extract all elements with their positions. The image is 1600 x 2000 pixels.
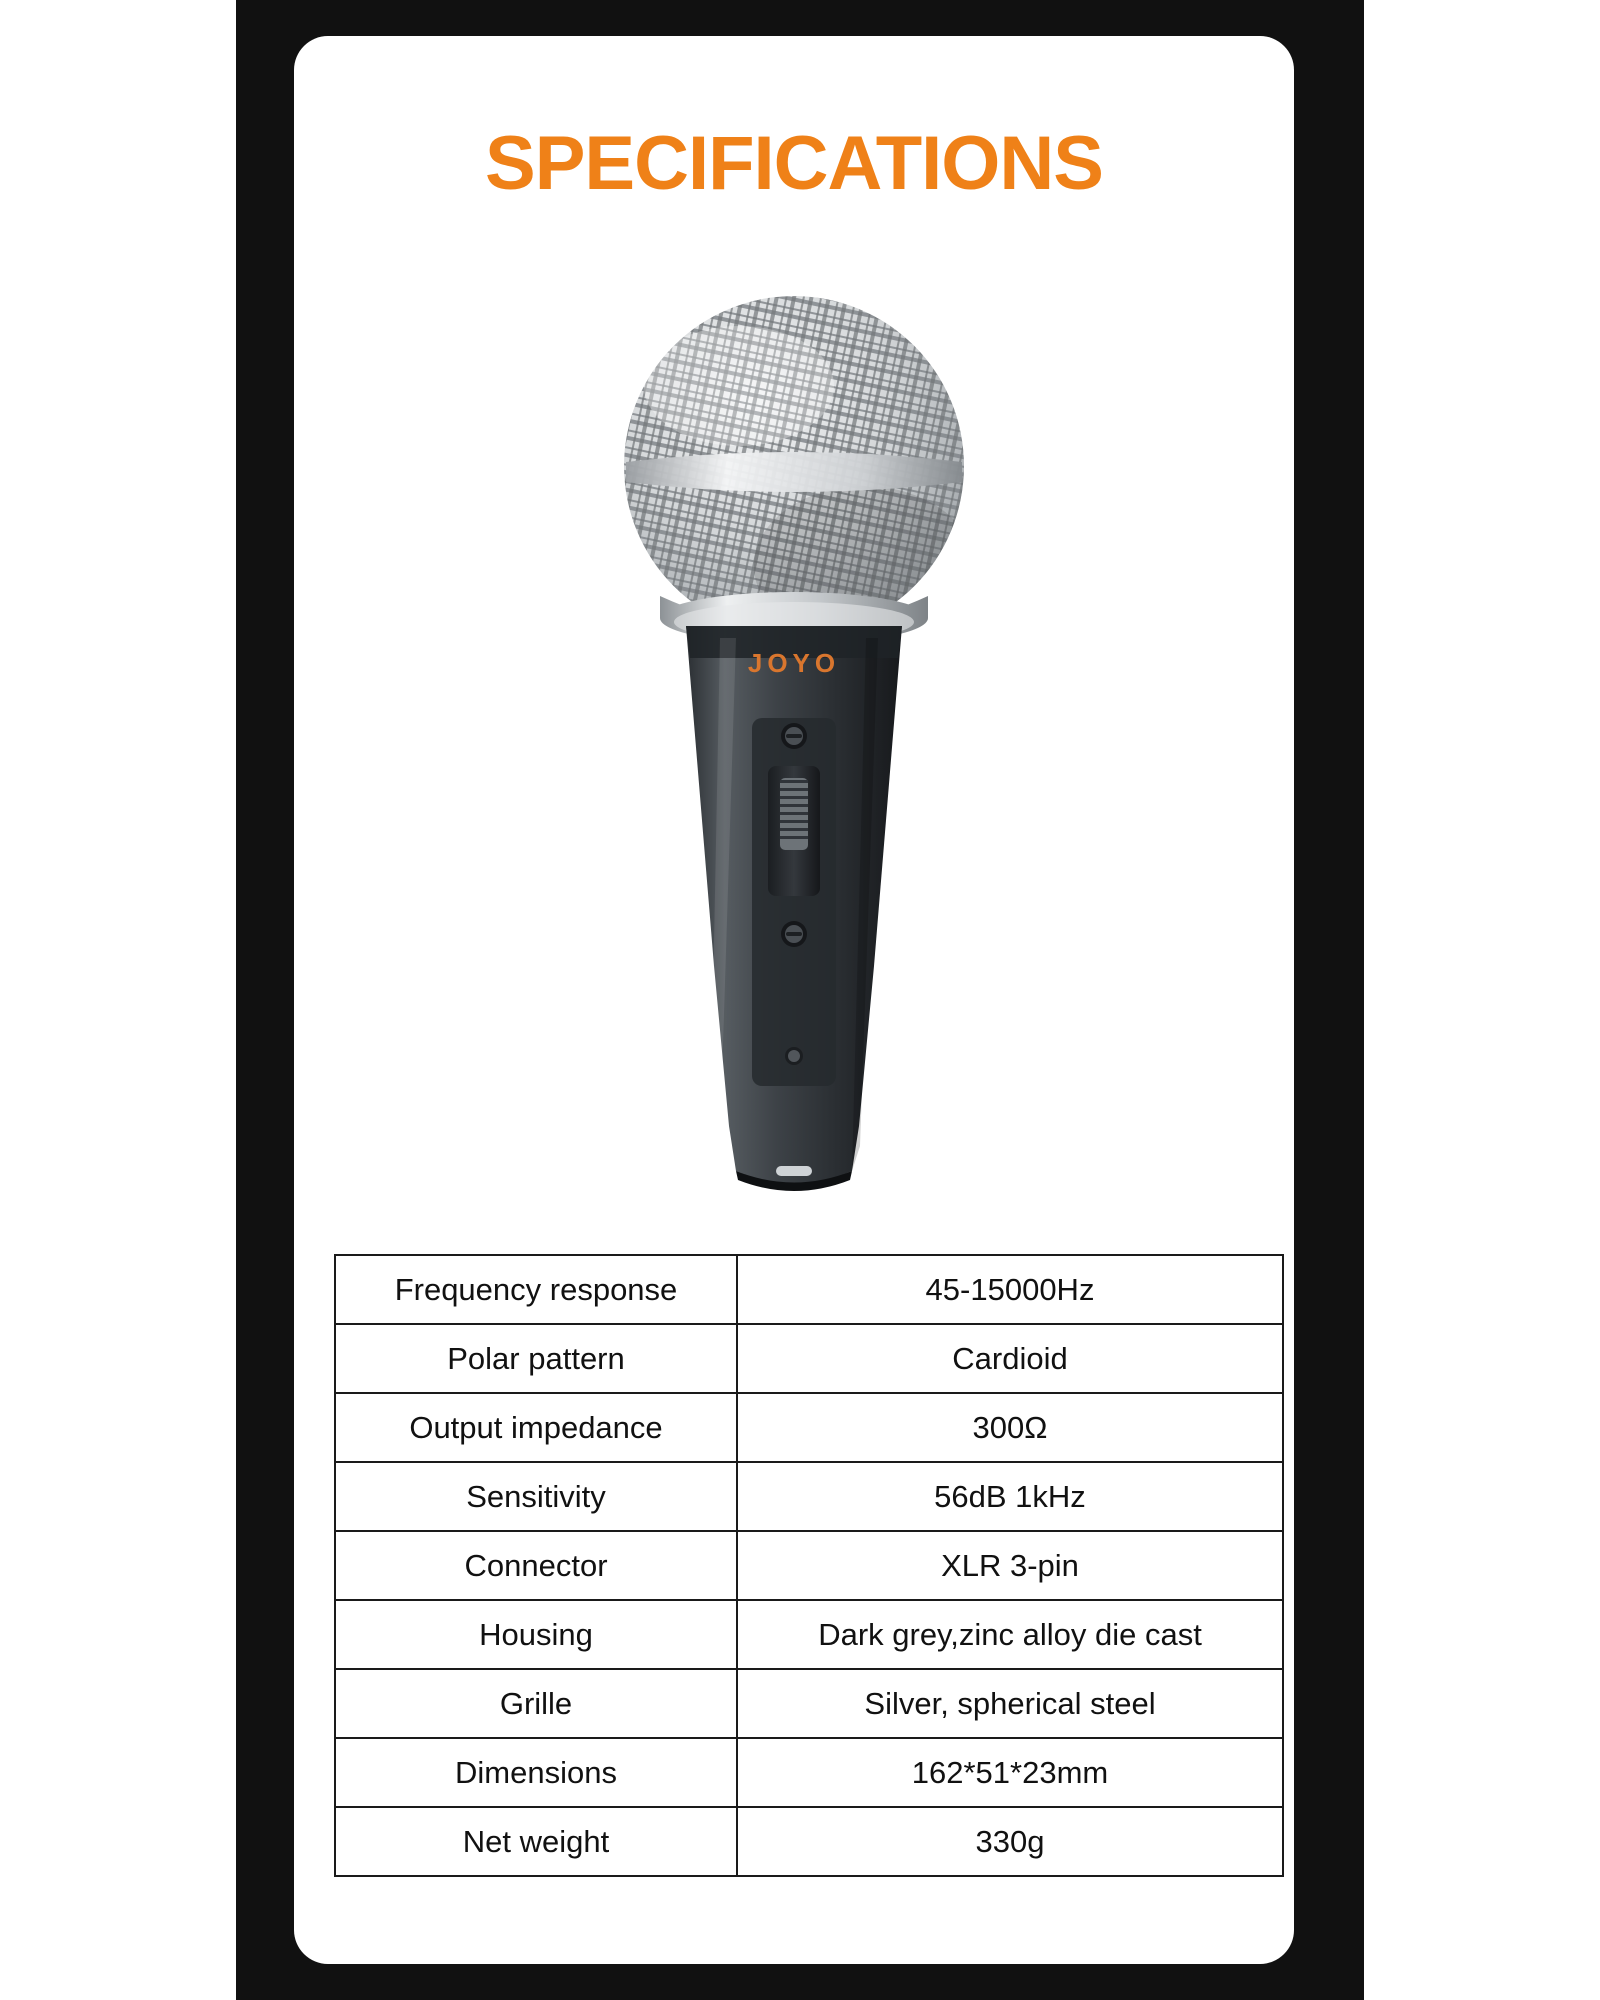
- spec-value: Cardioid: [737, 1324, 1283, 1393]
- spec-label: Net weight: [335, 1807, 737, 1876]
- spec-label: Frequency response: [335, 1255, 737, 1324]
- spec-value: Silver, spherical steel: [737, 1669, 1283, 1738]
- spec-label: Sensitivity: [335, 1462, 737, 1531]
- spec-card: [294, 36, 1294, 1964]
- table-row: [335, 1738, 1283, 1807]
- table-row: [335, 1393, 1283, 1462]
- spec-value: Dark grey,zinc alloy die cast: [737, 1600, 1283, 1669]
- spec-label: Grille: [335, 1669, 737, 1738]
- spec-value: 330g: [737, 1807, 1283, 1876]
- page-title: SPECIFICATIONS: [485, 121, 1103, 206]
- spec-label: Dimensions: [335, 1738, 737, 1807]
- table-row: [335, 1462, 1283, 1531]
- table-row: [335, 1807, 1283, 1876]
- specifications-table: [334, 1254, 1254, 1877]
- table-row: [335, 1255, 1283, 1324]
- spec-label: Polar pattern: [335, 1324, 737, 1393]
- spec-value: XLR 3-pin: [737, 1531, 1283, 1600]
- spec-value: 162*51*23mm: [737, 1738, 1283, 1807]
- microphone-illustration: [514, 266, 1074, 1226]
- spec-value: 300Ω: [737, 1393, 1283, 1462]
- table-row: [335, 1531, 1283, 1600]
- spec-label: Connector: [335, 1531, 737, 1600]
- brand-label: JOYO: [747, 648, 841, 678]
- product-image: [294, 266, 1294, 1236]
- spec-value: 45-15000Hz: [737, 1255, 1283, 1324]
- spec-value: 56dB 1kHz: [737, 1462, 1283, 1531]
- table-row: [335, 1324, 1283, 1393]
- spec-label: Output impedance: [335, 1393, 737, 1462]
- table-row: [335, 1600, 1283, 1669]
- table-row: [335, 1669, 1283, 1738]
- spec-label: Housing: [335, 1600, 737, 1669]
